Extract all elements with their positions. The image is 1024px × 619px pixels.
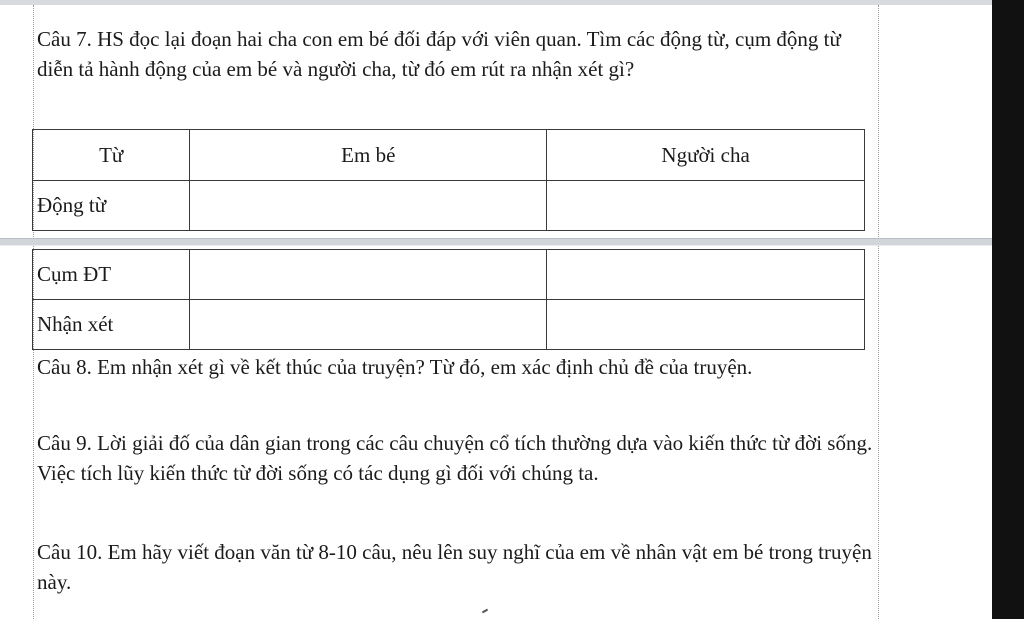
answer-table-top <box>32 129 865 231</box>
question-8: Câu 8. Em nhận xét gì về kết thúc của truyện? Từ đó, em xác định chủ đề của truyện. <box>37 355 753 379</box>
right-margin-guide <box>878 5 879 619</box>
cell-nguoi-cha[interactable] <box>547 300 865 350</box>
page-break <box>0 238 992 246</box>
question-9: Câu 9. Lời giải đố của dân gian trong các câu chuyện cổ tích thường dựa vào kiến thức từ đời sống. Việc tích lũy kiến thức từ đời sống có tác dụng gì đối với chúng ta. <box>37 431 873 485</box>
question-7: Câu 7. HS đọc lại đoạn hai cha con em bé đối đáp với viên quan. Tìm các động từ, cụm động từ diễn tả hành động của em bé và người cha, từ đó em rút ra nhận xét gì? <box>37 27 841 81</box>
header-tu: Từ <box>33 130 190 181</box>
cell-nguoi-cha[interactable] <box>547 250 865 300</box>
table-row-nhan-xet <box>33 300 865 350</box>
stray-mark <box>482 609 488 614</box>
answer-table-bottom <box>32 249 865 350</box>
cell-em-be[interactable] <box>190 250 547 300</box>
table-row-cum-dt <box>33 250 865 300</box>
cell-em-be[interactable] <box>190 300 547 350</box>
row-label: Cụm ĐT <box>33 250 190 300</box>
question-10: Câu 10. Em hãy viết đoạn văn từ 8-10 câu, nêu lên suy nghĩ của em về nhân vật em bé trong truyện này. <box>37 540 872 594</box>
row-label: Nhận xét <box>33 300 190 350</box>
header-em-be: Em bé <box>190 130 547 181</box>
window-top-strip <box>0 0 992 5</box>
row-label: Động từ <box>33 181 190 231</box>
table-header-row <box>33 130 865 181</box>
header-nguoi-cha: Người cha <box>547 130 865 181</box>
cell-em-be[interactable] <box>190 181 547 231</box>
right-dark-gutter <box>992 0 1024 619</box>
table-row-dong-tu <box>33 181 865 231</box>
cell-nguoi-cha[interactable] <box>547 181 865 231</box>
